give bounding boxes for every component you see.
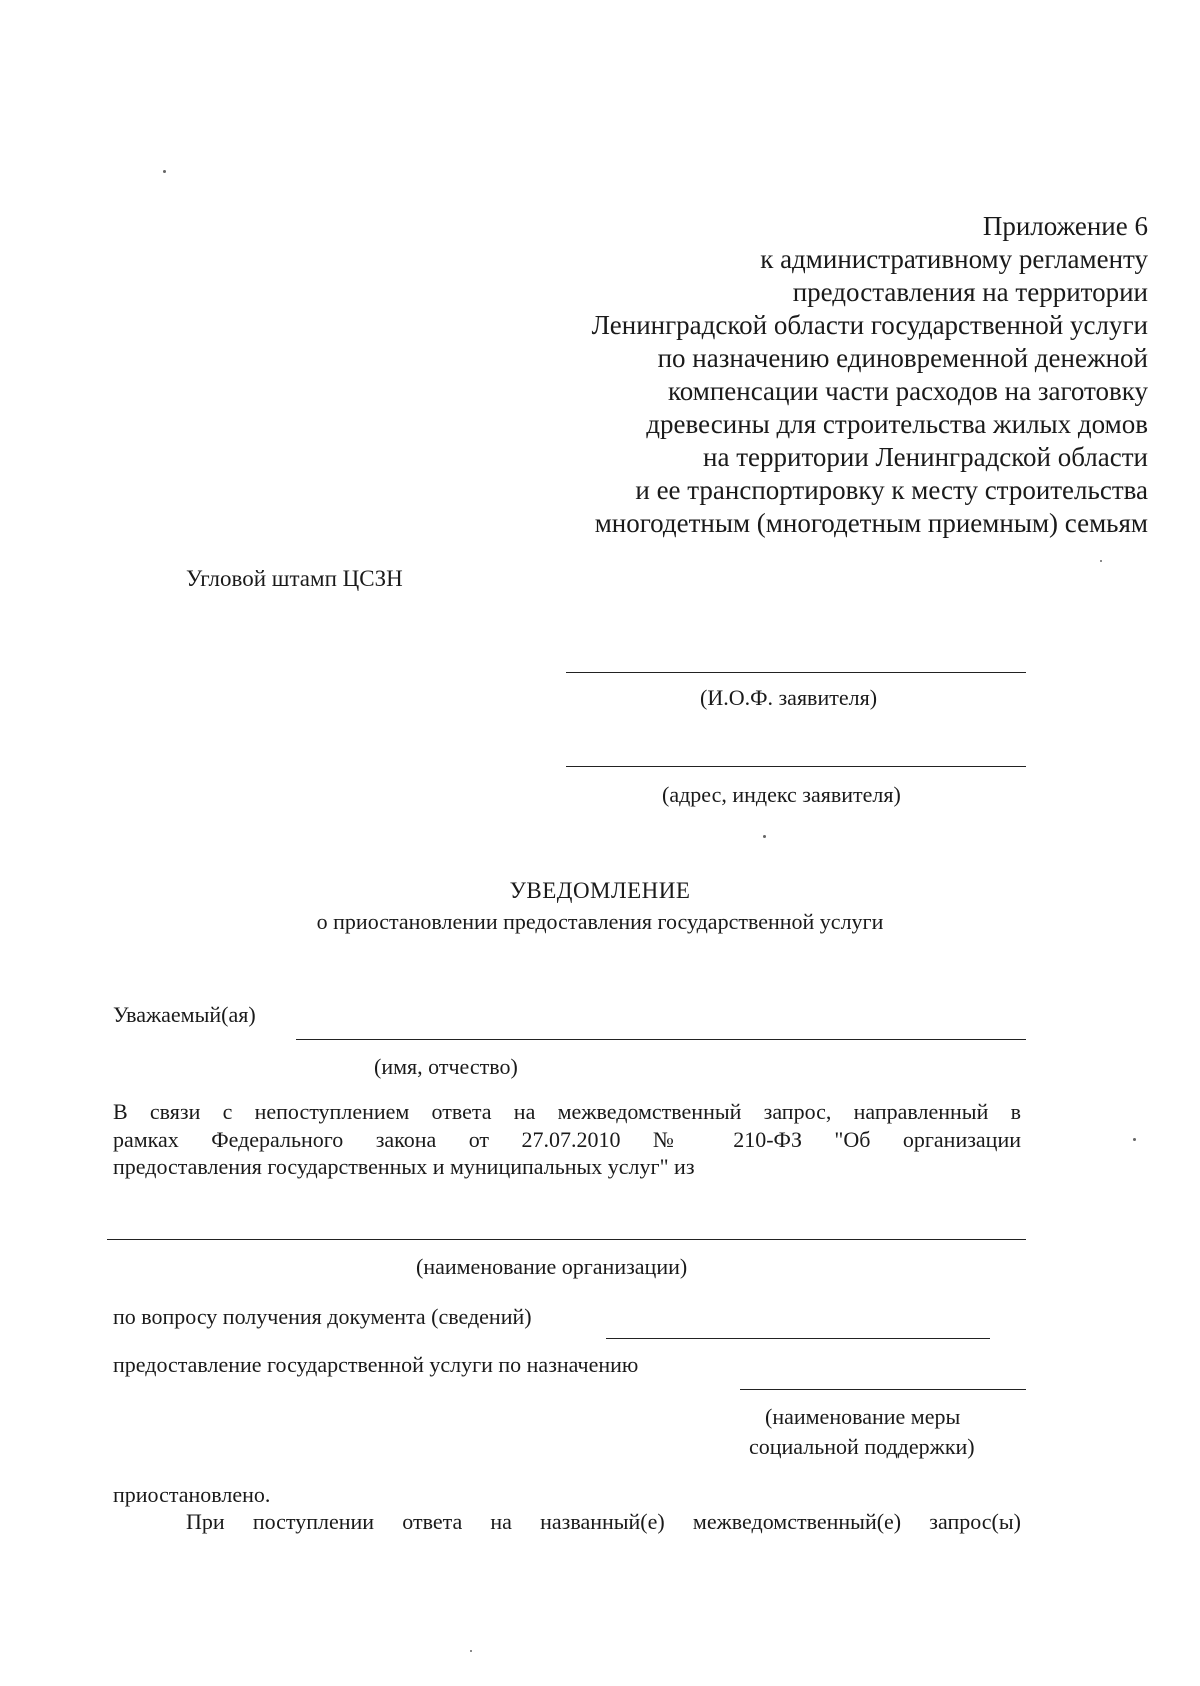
- scan-speck: [1100, 560, 1102, 562]
- document-title: УВЕДОМЛЕНИЕ: [509, 878, 691, 903]
- greeting-label: Уважаемый(ая): [113, 1002, 256, 1027]
- document-question-label: по вопросу получения документа (сведений): [113, 1304, 532, 1329]
- suspended-text: приостановлено.: [113, 1482, 271, 1507]
- recipient-name-field-line[interactable]: [296, 1039, 1026, 1040]
- paragraph-line-2: рамках Федерального закона от 27.07.2010 № 210-ФЗ "Об организации: [113, 1127, 1021, 1152]
- last-paragraph-line: При поступлении ответа на названный(е) межведомственный(е) запрос(ы): [186, 1509, 1021, 1534]
- scan-speck: [763, 835, 766, 838]
- scan-speck: [470, 1650, 472, 1652]
- organization-caption: (наименование организации): [416, 1254, 688, 1279]
- measure-caption-line-2: социальной поддержки): [749, 1434, 975, 1459]
- corner-stamp-label: Угловой штамп ЦСЗН: [186, 566, 403, 591]
- recipient-name-caption: (имя, отчество): [374, 1054, 518, 1079]
- scan-speck: [163, 170, 166, 173]
- paragraph-line-1: В связи с непоступлением ответа на межведомственный запрос, направленный в: [113, 1099, 1021, 1124]
- service-label: предоставление государственной услуги по назначению: [113, 1352, 639, 1377]
- applicant-address-caption: (адрес, индекс заявителя): [662, 782, 901, 807]
- measure-field-line[interactable]: [740, 1389, 1026, 1390]
- annex-line: к административному регламенту: [760, 244, 1148, 274]
- annex-line: по назначению единовременной денежной: [657, 343, 1148, 373]
- annex-line: и ее транспортировку к месту строительства: [635, 475, 1148, 505]
- organization-field-line[interactable]: [107, 1239, 1026, 1240]
- annex-line: компенсации части расходов на заготовку: [668, 376, 1148, 406]
- annex-title: Приложение 6: [982, 211, 1148, 241]
- measure-caption-line-1: (наименование меры: [765, 1404, 961, 1429]
- applicant-name-caption: (И.О.Ф. заявителя): [700, 685, 878, 710]
- annex-line: на территории Ленинградской области: [703, 442, 1148, 472]
- document-field-line[interactable]: [606, 1338, 990, 1339]
- annex-line: древесины для строительства жилых домов: [646, 409, 1148, 439]
- paragraph-line-3: предоставления государственных и муниципальных услуг" из: [113, 1154, 695, 1179]
- applicant-name-field-line[interactable]: [566, 672, 1026, 673]
- annex-line: Ленинградской области государственной услуги: [591, 310, 1148, 340]
- annex-header: [520, 210, 1148, 540]
- scan-speck: [1133, 1138, 1136, 1141]
- document-subtitle: о приостановлении предоставления государственной услуги: [316, 909, 884, 934]
- annex-line: предоставления на территории: [792, 277, 1148, 307]
- annex-line: многодетным (многодетным приемным) семьям: [594, 508, 1148, 538]
- applicant-address-field-line[interactable]: [566, 766, 1026, 767]
